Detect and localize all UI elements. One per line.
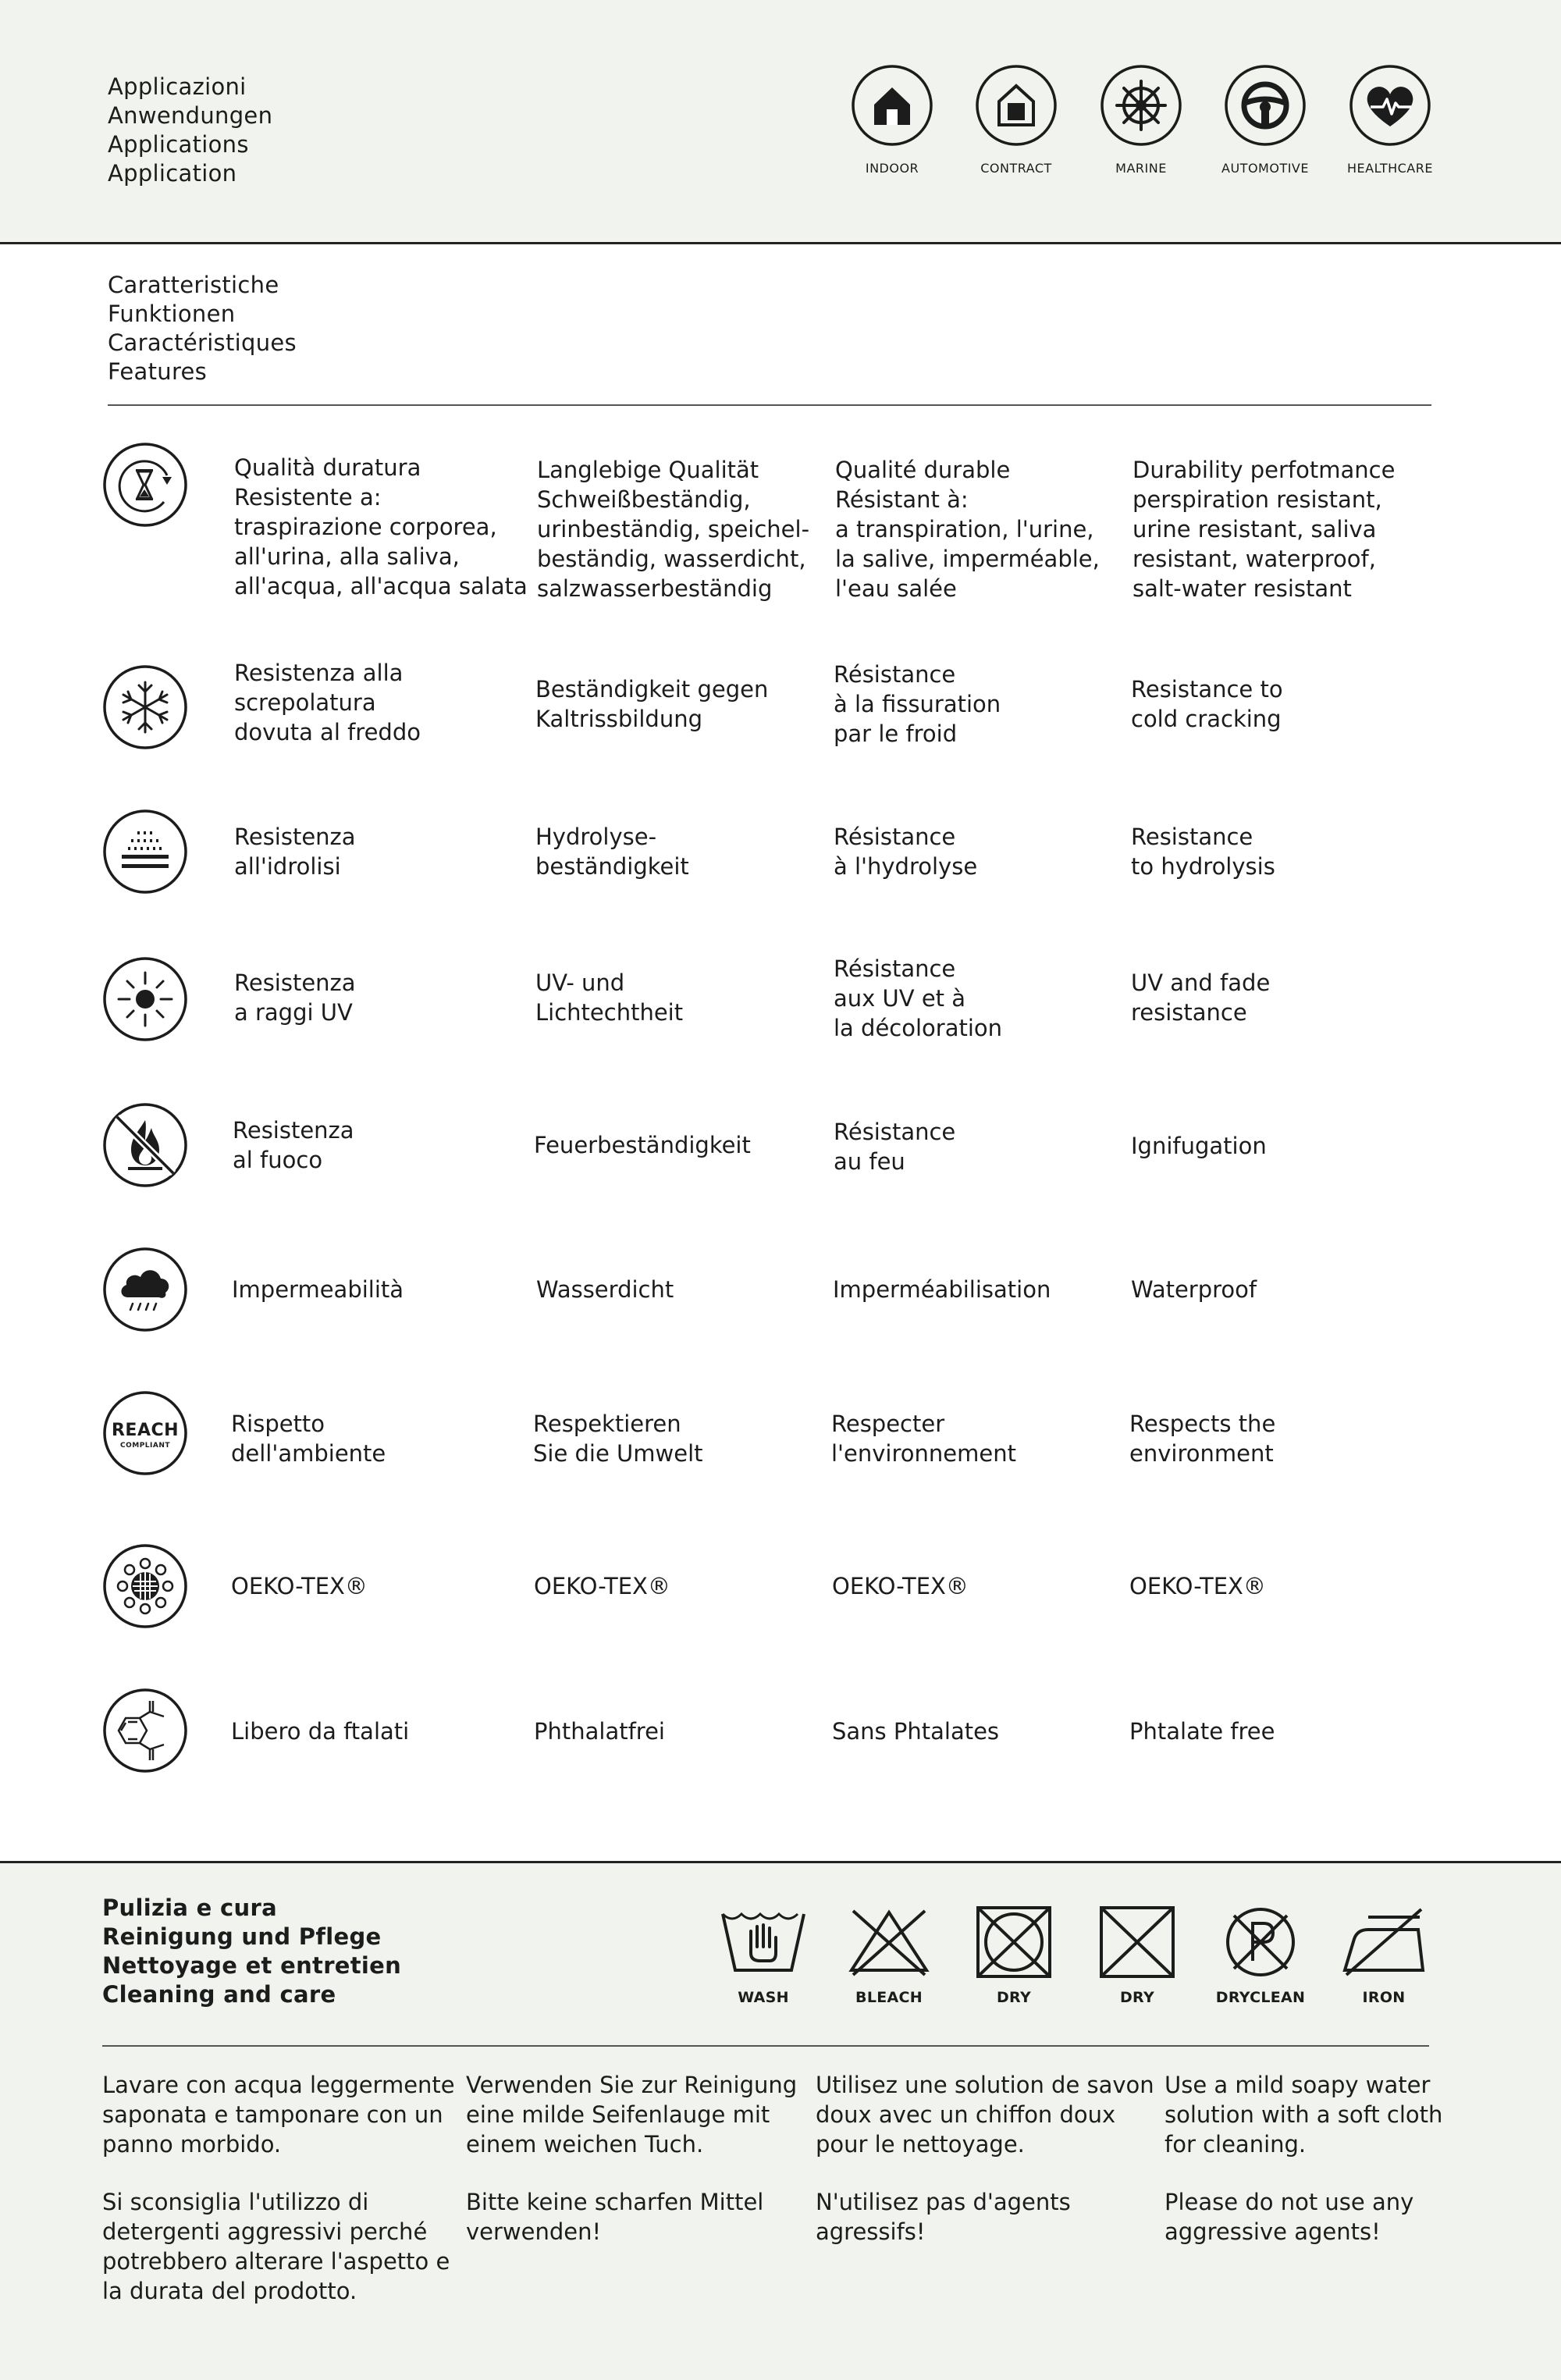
feature-text-line: OEKO-TEX® — [832, 1573, 969, 1599]
feature-text-line: Feuerbeständigkeit — [534, 1132, 751, 1158]
feature-phthalate-it — [231, 1717, 409, 1746]
care-title-it: Pulizia e cura — [102, 1894, 277, 1921]
care-text-line: N'utilisez pas d'agents — [816, 2189, 1071, 2215]
feature-text-line: Résistance — [834, 824, 956, 850]
feature-text-line: Resistenza — [234, 969, 356, 996]
care-tumble-dry — [959, 1903, 1069, 2006]
no-fire-icon — [101, 1101, 189, 1189]
feature-text-line: OEKO-TEX® — [1129, 1573, 1266, 1599]
care-text-line: Utilisez une solution de savon — [816, 2072, 1154, 2098]
care-instructions-it — [102, 2070, 455, 2306]
care-label: BLEACH — [855, 1989, 923, 2006]
care-text-line: eine milde Seifenlauge mit — [466, 2101, 770, 2128]
application-marine — [1086, 64, 1196, 176]
paragraph-gap — [466, 2159, 797, 2187]
care-text-line: for cleaning. — [1165, 2131, 1307, 2158]
applications-title-fr: Applications — [108, 131, 249, 158]
hydrolysis-icon — [101, 808, 189, 895]
feature-environment-it — [231, 1409, 386, 1468]
care-title-fr: Nettoyage et entretien — [102, 1952, 402, 1979]
applications-title-de: Anwendungen — [108, 102, 273, 129]
feature-environment-de — [533, 1409, 703, 1468]
care-text-line: solution with a soft cloth — [1165, 2101, 1443, 2128]
feature-waterproof-de — [536, 1275, 674, 1304]
application-label: CONTRACT — [980, 161, 1052, 176]
care-text-line: pour le nettoyage. — [816, 2131, 1025, 2158]
feature-text-line: a raggi UV — [234, 999, 353, 1026]
feature-text-line: Beständigkeit gegen — [535, 676, 769, 703]
care-text-line: Verwenden Sie zur Reinigung — [466, 2072, 798, 2098]
feature-hydrolysis-it — [234, 822, 356, 881]
no-tumble-dry-icon — [967, 1903, 1061, 1981]
feature-text-line: Resistenza — [234, 824, 356, 850]
feature-text-line: Sie die Umwelt — [533, 1440, 703, 1467]
reach-compliant-icon — [101, 1389, 189, 1477]
care-title-en: Cleaning and care — [102, 1981, 336, 2008]
feature-text-line: Résistance — [834, 661, 956, 688]
feature-hydrolysis-fr — [834, 822, 977, 881]
feature-uv-en — [1131, 968, 1270, 1027]
feature-fire-en — [1131, 1131, 1267, 1161]
feature-uv-fr — [834, 954, 1002, 1043]
feature-waterproof-it — [232, 1275, 404, 1304]
feature-oeko-de — [534, 1571, 670, 1601]
feature-text-line: Sans Phtalates — [832, 1718, 1000, 1745]
feature-text-line: all'idrolisi — [234, 853, 341, 880]
feature-durability-en — [1133, 455, 1395, 603]
phthalate-molecule-icon — [101, 1687, 189, 1774]
care-label: WASH — [738, 1989, 789, 2006]
feature-text-line: Imperméabilisation — [833, 1276, 1051, 1303]
sun-uv-icon — [101, 955, 189, 1043]
feature-durability-it — [234, 453, 528, 601]
no-iron-icon — [1337, 1903, 1431, 1981]
application-contract — [962, 64, 1071, 176]
applications-title-en: Application — [108, 160, 237, 187]
house-icon — [851, 64, 933, 147]
features-title-de: Funktionen — [108, 301, 236, 327]
feature-fire-fr — [834, 1117, 955, 1176]
care-wash — [709, 1903, 818, 2006]
feature-text-line: resistant, waterproof, — [1133, 546, 1376, 572]
feature-text-line: Ignifugation — [1131, 1133, 1267, 1159]
feature-phthalate-fr — [832, 1717, 999, 1746]
feature-hydrolysis-de — [535, 822, 689, 881]
feature-text-line: Resistance — [1131, 824, 1253, 850]
feature-waterproof-en — [1131, 1275, 1257, 1304]
feature-text-line: Impermeabilità — [232, 1276, 404, 1303]
feature-text-line: OEKO-TEX® — [534, 1573, 670, 1599]
care-text-line: aggressive agents! — [1165, 2218, 1381, 2245]
feature-text-line: traspirazione corporea, — [234, 514, 497, 540]
feature-text-line: Phtalate free — [1129, 1718, 1275, 1745]
feature-text-line: Wasserdicht — [536, 1276, 674, 1303]
feature-uv-it — [234, 968, 356, 1027]
care-text-divider — [102, 2045, 1429, 2047]
feature-text-line: urine resistant, saliva — [1133, 516, 1377, 543]
feature-text-line: Lichtechtheit — [535, 999, 684, 1026]
application-label: INDOOR — [865, 161, 919, 176]
feature-text-line: la salive, imperméable, — [835, 546, 1100, 572]
applications-divider — [0, 242, 1561, 244]
feature-text-line: OEKO-TEX® — [231, 1573, 368, 1599]
feature-text-line: la décoloration — [834, 1015, 1003, 1041]
feature-text-line: Resistenza alla — [234, 660, 404, 686]
no-dryclean-icon — [1214, 1903, 1307, 1981]
feature-text-line: Resistance to — [1131, 676, 1283, 703]
care-text-line: detergenti aggressivi perché — [102, 2218, 428, 2245]
feature-text-line: Resistente a: — [234, 484, 382, 511]
feature-text-line: environment — [1129, 1440, 1274, 1467]
feature-durability-de — [537, 455, 809, 603]
feature-text-line: Resistenza — [233, 1117, 354, 1144]
care-text-line: einem weichen Tuch. — [466, 2131, 704, 2158]
feature-text-line: salt-water resistant — [1133, 575, 1352, 602]
feature-text-line: Résistance — [834, 1119, 956, 1145]
features-title-fr: Caractéristiques — [108, 329, 297, 356]
applications-title-it: Applicazioni — [108, 73, 247, 100]
paragraph-gap — [1165, 2159, 1442, 2187]
feature-text-line: resistance — [1131, 999, 1247, 1026]
applications-title — [108, 73, 272, 188]
care-iron — [1329, 1903, 1438, 2006]
care-label: IRON — [1362, 1989, 1406, 2006]
steering-wheel-icon — [1224, 64, 1307, 147]
feature-phthalate-de — [534, 1717, 665, 1746]
features-title — [108, 271, 297, 386]
feature-text-line: beständig, wasserdicht, — [537, 546, 806, 572]
care-text-line: Bitte keine scharfen Mittel — [466, 2189, 764, 2215]
application-label: AUTOMOTIVE — [1221, 161, 1309, 176]
feature-text-line: all'urina, alla saliva, — [234, 543, 460, 570]
feature-durability-fr — [835, 455, 1100, 603]
feature-text-line: Qualité durable — [835, 457, 1011, 483]
feature-text-line: Kaltrissbildung — [535, 706, 703, 732]
feature-text-line: Langlebige Qualität — [537, 457, 759, 483]
feature-text-line: a transpiration, l'urine, — [835, 516, 1094, 543]
heart-pulse-icon — [1349, 64, 1431, 147]
feature-text-line: al fuoco — [233, 1147, 323, 1173]
application-label: HEALTHCARE — [1347, 161, 1433, 176]
care-text-line: potrebbero alterare l'aspetto e — [102, 2248, 450, 2275]
no-bleach-icon — [842, 1903, 936, 1981]
feature-text-line: Durability perfotmance — [1133, 457, 1396, 483]
care-title — [102, 1894, 401, 2009]
features-title-en: Features — [108, 358, 208, 385]
care-text-line: panno morbido. — [102, 2131, 282, 2158]
care-instructions-de — [466, 2070, 797, 2247]
feature-cold-crack-fr — [834, 660, 1001, 749]
rain-cloud-icon — [101, 1246, 189, 1333]
care-instructions-en — [1165, 2070, 1442, 2247]
care-dryclean — [1206, 1903, 1315, 2006]
care-label: DRY — [1119, 1989, 1155, 2006]
paragraph-gap — [816, 2159, 1154, 2187]
compliant-badge-text: COMPLIANT — [119, 1442, 171, 1450]
care-label: DRY — [996, 1989, 1032, 2006]
feature-text-line: UV- und — [535, 969, 625, 996]
feature-text-line: cold cracking — [1131, 706, 1282, 732]
features-title-it: Caratteristiche — [108, 272, 279, 298]
feature-text-line: all'acqua, all'acqua salata — [234, 573, 528, 599]
application-automotive — [1211, 64, 1320, 176]
feature-text-line: screpolatura — [234, 689, 376, 716]
feature-text-line: par le froid — [834, 720, 958, 747]
feature-oeko-fr — [832, 1571, 969, 1601]
feature-text-line: à l'hydrolyse — [834, 853, 978, 880]
feature-waterproof-fr — [833, 1275, 1051, 1304]
care-instructions-fr — [816, 2070, 1154, 2247]
snowflake-icon — [101, 663, 189, 751]
durability-hourglass-icon — [101, 441, 189, 528]
feature-text-line: dell'ambiente — [231, 1440, 386, 1467]
feature-cold-crack-it — [234, 658, 421, 747]
feature-text-line: l'eau salée — [835, 575, 957, 602]
care-text-line: agressifs! — [816, 2218, 926, 2245]
care-text-line: Please do not use any — [1165, 2189, 1414, 2215]
feature-text-line: to hydrolysis — [1131, 853, 1275, 880]
reach-badge-text: REACH — [111, 1421, 180, 1440]
application-indoor — [837, 64, 947, 176]
feature-text-line: Respektieren — [533, 1411, 681, 1437]
paragraph-gap — [102, 2159, 455, 2187]
feature-text-line: Qualità duratura — [234, 454, 421, 481]
feature-text-line: Résistance — [834, 955, 956, 982]
care-text-line: verwenden! — [466, 2218, 602, 2245]
feature-text-line: urinbeständig, speichel- — [537, 516, 810, 543]
feature-text-line: Respects the — [1129, 1411, 1276, 1437]
ship-wheel-icon — [1100, 64, 1182, 147]
feature-environment-fr — [831, 1409, 1016, 1468]
hand-wash-icon — [716, 1903, 810, 1981]
no-dry-icon — [1090, 1903, 1184, 1981]
feature-oeko-it — [231, 1571, 368, 1601]
feature-text-line: beständigkeit — [535, 853, 689, 880]
feature-cold-crack-de — [535, 674, 768, 734]
care-text-line: Si sconsiglia l'utilizzo di — [102, 2189, 369, 2215]
care-text-line: Use a mild soapy water — [1165, 2072, 1431, 2098]
application-healthcare — [1335, 64, 1445, 176]
feature-text-line: Schweißbeständig, — [537, 486, 751, 513]
feature-text-line: aux UV et à — [834, 985, 966, 1012]
building-icon — [975, 64, 1058, 147]
feature-uv-de — [535, 968, 683, 1027]
care-bleach — [834, 1903, 944, 2006]
feature-fire-de — [534, 1130, 751, 1160]
feature-environment-en — [1129, 1409, 1275, 1468]
feature-text-line: Respecter — [831, 1411, 945, 1437]
features-divider — [108, 404, 1431, 406]
feature-text-line: Phthalatfrei — [534, 1718, 665, 1745]
care-text-line: Lavare con acqua leggermente — [102, 2072, 455, 2098]
feature-fire-it — [233, 1115, 354, 1175]
feature-text-line: dovuta al freddo — [234, 719, 421, 745]
feature-text-line: au feu — [834, 1148, 905, 1175]
care-text-line: doux avec un chiffon doux — [816, 2101, 1116, 2128]
feature-text-line: Libero da ftalati — [231, 1718, 410, 1745]
feature-text-line: Waterproof — [1131, 1276, 1257, 1303]
oeko-tex-icon — [101, 1542, 189, 1630]
application-label: MARINE — [1115, 161, 1167, 176]
care-divider — [0, 1861, 1561, 1863]
feature-text-line: salzwasserbeständig — [537, 575, 773, 602]
feature-text-line: l'environnement — [831, 1440, 1016, 1467]
care-title-de: Reinigung und Pflege — [102, 1923, 382, 1950]
feature-hydrolysis-en — [1131, 822, 1275, 881]
care-text-line: saponata e tamponare con un — [102, 2101, 443, 2128]
feature-oeko-en — [1129, 1571, 1266, 1601]
care-label: DRYCLEAN — [1215, 1989, 1306, 2006]
feature-cold-crack-en — [1131, 674, 1283, 734]
feature-text-line: UV and fade — [1131, 969, 1271, 996]
care-text-line: la durata del prodotto. — [102, 2278, 357, 2304]
care-dry — [1083, 1903, 1192, 2006]
feature-text-line: Rispetto — [231, 1411, 325, 1437]
feature-phthalate-en — [1129, 1717, 1275, 1746]
feature-text-line: à la fissuration — [834, 691, 1001, 717]
feature-text-line: perspiration resistant, — [1133, 486, 1382, 513]
feature-text-line: Hydrolyse- — [535, 824, 657, 850]
feature-text-line: Résistant à: — [835, 486, 969, 513]
